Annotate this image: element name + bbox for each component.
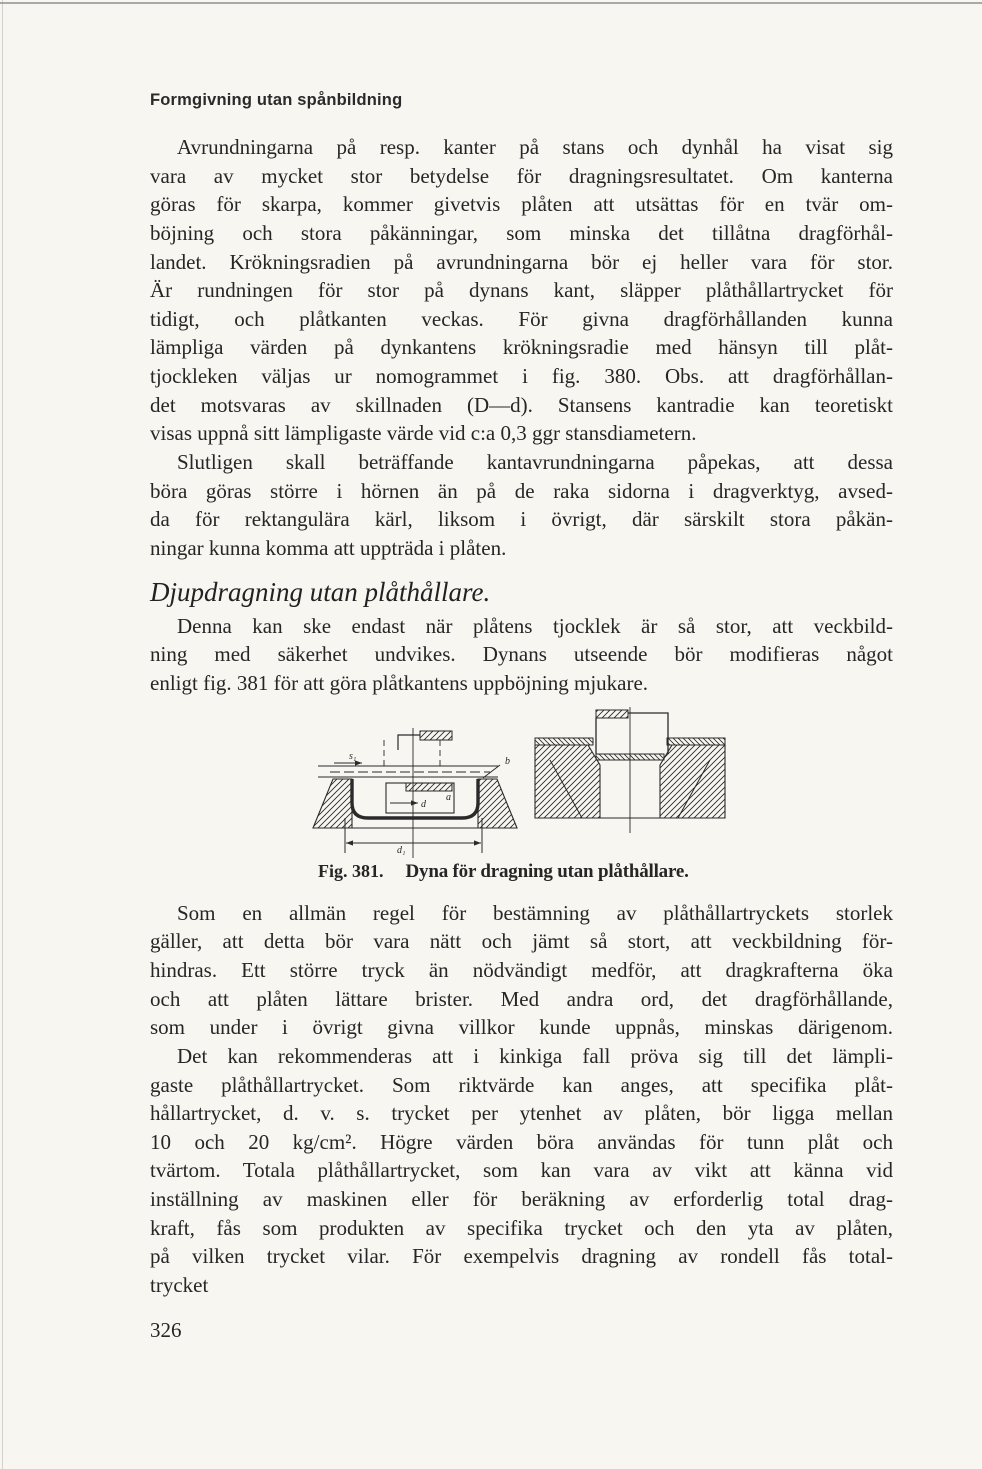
right-die-block-left xyxy=(535,745,600,818)
right-punch-outline xyxy=(596,713,668,754)
right-punch-hatch xyxy=(596,710,628,718)
paragraph-3-line: enligt fig. 381 för att göra plåtkantens uppböjning mjukare. xyxy=(150,670,649,695)
left-die-block-left xyxy=(313,779,352,828)
paragraph-4-line: hindras. Ett större tryck än nödvändigt medför, att dragkrafterna öka xyxy=(150,957,893,982)
paragraph-5-line: 10 och 20 kg/cm². Högre värden böra användas för tunn plåt och xyxy=(150,1129,893,1154)
paragraph-5-line: på vilken trycket vilar. För exempelvis dragning av rondell fås total- xyxy=(150,1244,893,1269)
left-die-block-right xyxy=(478,779,517,828)
paragraph-5-line: inställning av maskinen eller för beräkning av erforderlig total drag- xyxy=(150,1187,893,1212)
paragraph-5-line: gaste plåthållartrycket. Som riktvärde kan anges, att specifika plåt- xyxy=(150,1072,893,1097)
section-heading: Djupdragning utan plåthållare. xyxy=(150,577,491,607)
label-d: d xyxy=(421,799,426,810)
paragraph-5-line: tvärtom. Totala plåthållartrycket, som kan vara av vikt att känna vid xyxy=(150,1158,893,1183)
paragraph-1-line: böjning och stora påkänningar, som minska det tillåtna dragförhål- xyxy=(150,220,893,245)
paragraph-1-line: det motsvaras av skillnaden (D—d). Stansens kantradie kan teoretiskt xyxy=(150,392,893,417)
label-b: b xyxy=(505,756,510,767)
figure-caption-text: Dyna för dragning utan plåthållare. xyxy=(405,861,689,882)
right-die-block-right xyxy=(660,745,725,818)
page-edge-left xyxy=(2,0,3,1469)
paragraph-1-line: göras för skarpa, kommer givetvis plåten att utsättas för en tvär om- xyxy=(150,192,893,217)
paragraph-3-line: ning med säkerhet undvikes. Dynans utseende bör modifieras något xyxy=(150,642,893,667)
paragraph-2-line: da för rektangulära kärl, liksom i övrigt, där särskilt stora påkän- xyxy=(150,507,893,532)
right-die-drawing xyxy=(535,707,725,833)
paragraph-1-line: Är rundningen för stor på dynans kant, släpper plåthållartrycket för xyxy=(150,278,893,303)
left-punch-outline xyxy=(398,735,420,750)
page-number: 326 xyxy=(150,1318,182,1342)
body-block-1 xyxy=(150,133,893,563)
figure-381-drawing xyxy=(300,700,740,860)
left-punch-hatch xyxy=(420,731,452,740)
paragraph-2-line: ningar kunna komma att uppträda i plåten. xyxy=(150,535,507,560)
body-block-3 xyxy=(150,899,893,1300)
paragraph-1-line: Avrundningarna på resp. kanter på stans och dynhål ha visat sig xyxy=(177,135,893,159)
paragraph-1-line: tjockleken väljas ur nomogrammet i fig. 380. Obs. att dragförhållan- xyxy=(150,364,893,389)
right-top-hatch-left xyxy=(535,738,593,745)
paragraph-2-line: Slutligen skall beträffande kantavrundningarna påpekas, att dessa xyxy=(177,450,893,475)
paragraph-4-line: Som en allmän regel för bestämning av plåthållartryckets storlek xyxy=(177,900,893,925)
left-die-drawing xyxy=(313,728,517,858)
paragraph-2-line: böra göras större i hörnen än på de raka sidorna i dragverktyg, avsed- xyxy=(150,478,893,503)
figure-caption-number: Fig. 381. xyxy=(318,861,384,881)
label-s1: s₁ xyxy=(349,751,357,762)
paragraph-1-line: landet. Krökningsradien på avrundningarna bör ej heller vara för stor. xyxy=(150,249,893,274)
running-head: Formgivning utan spånbildning xyxy=(150,91,403,109)
paragraph-5-line: kraft, fås som produkten av specifika trycket och den yta av plåten, xyxy=(150,1215,893,1240)
paragraph-1-line: tidigt, och plåtkanten veckas. För givna dragförhållanden kunna xyxy=(150,306,893,331)
paragraph-1-line: visas uppnå sitt lämpligaste värde vid c:a 0,3 ggr stansdiametern. xyxy=(150,421,697,446)
paragraph-3-line: Denna kan ske endast när plåtens tjocklek är så stor, att veckbild- xyxy=(177,613,893,638)
right-blank-strip xyxy=(596,754,664,760)
paragraph-1-line: lämpliga värden på dynkantens krökningsradie med hänsyn till plåt- xyxy=(150,335,893,360)
label-a: a xyxy=(446,792,451,803)
page-edge-top xyxy=(0,2,982,4)
paragraph-4-line: gäller, att detta bör vara nätt och jämt så stort, att veckbildning för- xyxy=(150,929,893,954)
paragraph-5-line: hållartrycket, d. v. s. trycket per ytenhet av plåten, bör ligga mellan xyxy=(150,1101,893,1126)
inner-punch-hatch xyxy=(406,783,452,791)
paragraph-4-line: och att plåten lättare brister. Med andra ord, det dragförhållande, xyxy=(150,986,893,1011)
body-block-2 xyxy=(150,612,893,698)
paragraph-5-line: Det kan rekommenderas att i kinkiga fall pröva sig till det lämpli- xyxy=(177,1043,893,1068)
paragraph-4-line: som under i övrigt givna villkor kunde uppnås, minskas därigenom. xyxy=(150,1015,893,1040)
figure-caption xyxy=(318,859,689,884)
right-top-hatch-right xyxy=(667,738,725,745)
label-d1: d₁ xyxy=(397,845,406,856)
paragraph-1-line: vara av mycket stor betydelse för dragningsresultatet. Om kanterna xyxy=(150,163,893,188)
paragraph-5-line: trycket xyxy=(150,1273,209,1298)
